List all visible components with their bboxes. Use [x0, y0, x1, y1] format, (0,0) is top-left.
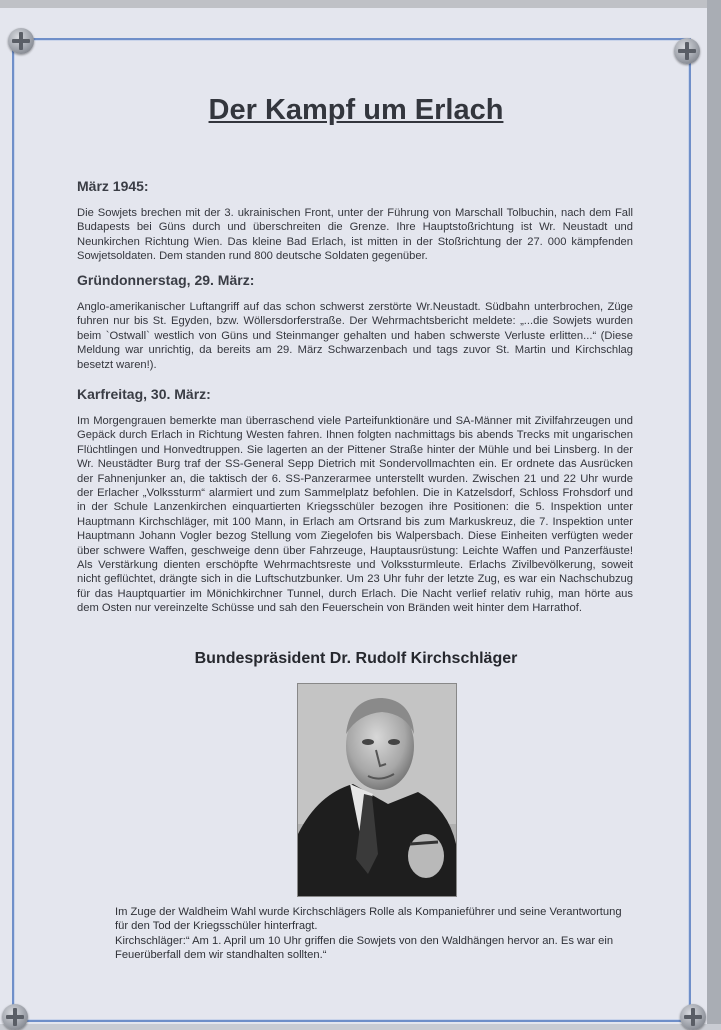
- section-heading-maerz-1945: März 1945:: [77, 178, 149, 194]
- section-text-karfreitag: Im Morgengrauen bemerkte man überraschend viele Parteifunktionäre und SA-Männer mit Zivilfahrzeugen und Gepäck durch Erlach in Richtung Westen fahren. Ihnen folgten nachmittags bis abends Trecks mit ungarischen Flüchtlingen und Honvedtruppen. Sie lagerten an der Pittener Straße hinter der Mühle und bei Linsberg. In der Wr. Neustädter Burg traf der SS-General Sepp Dietrich mit Sondervollmachten ein. Er ordnete das Ausrücken der Fahnenjunker an, die taktisch der 6. SS-Panzerarmee unterstellt wurden. Zwischen 21 und 22 Uhr wurde der Erlacher „Volkssturm“ alarmiert und zum Sammelplatz befohlen. Die in Katzelsdorf, Schloss Frohsdorf und in der Schule Lanzenkirchen einquartierten Kriegsschüler bezogen ihre Positionen: die 5. Inspektion unter Hauptmann Kirchschläger, mit 100 Mann, in Erlach am Ortsrand bis zum Markuskreuz, die 7. Inspektion unter Hauptmann Johann Vogler bezog Stellung vom Ziegelofen bis Walpersbach. Diese Einheiten verfügten weder über schwere Waffen, geschweige denn über Fahrzeuge, Hauptausrüstung: Leichte Waffen und Panzerfäuste! Als Verstärkung dienten erschöpfte Wehrmachtsreste und Volkssturmleute. Erlachs Zivilbevölkerung, soweit nicht geflüchtet, drängte sich in die Luftschutzbunker. Um 23 Uhr fuhr der letzte Zug, es war ein Nachschubzug für das Hauptquartier im Mönichkirchner Tunnel, durch Erlach. Die Nacht verlief relativ ruhig, man hörte aus dem Osten nur vereinzelte Schüsse und sah den Feuerschein von Bränden weit hinter dem Harrathof.: [77, 415, 633, 615]
- portrait-photo: [298, 684, 456, 896]
- section-text-maerz-1945: Die Sowjets brechen mit der 3. ukrainischen Front, unter der Führung von Marschall Tolbuchin, nach dem Fall Budapests bei Güns durch und überschreiten die Grenze. Ihre Hauptstoßrichtung ist Wr. Neustadt und Neunkirchen Richtung Wien. Das kleine Bad Erlach, ist mitten in der Stoßrichtung der 27. 000 kämpfenden Sowjetsoldaten. Dem standen rund 800 deutsche Soldaten gegenüber.: [77, 207, 633, 263]
- caption-line-2: Kirchschläger:“ Am 1. April um 10 Uhr griffen die Sowjets von den Waldhängen hervor an. Es war ein Feuerüberfall dem wir standhalten sollten.“: [115, 934, 614, 962]
- caption-line-1: Im Zuge der Waldheim Wahl wurde Kirchschlägers Rolle als Kompanieführer und seine Verantwortung für den Tod der Kriegsschüler hinterfragt.: [115, 906, 622, 933]
- section-heading-gruendonnerstag: Gründonnerstag, 29. März:: [77, 272, 255, 288]
- information-board: [0, 8, 712, 1024]
- portrait-illustration: [298, 684, 456, 896]
- page-title: Der Kampf um Erlach: [208, 94, 504, 126]
- wall-edge: [707, 0, 721, 1024]
- section-heading-karfreitag: Karfreitag, 30. März:: [77, 386, 211, 402]
- section-text-gruendonnerstag: Anglo-amerikanischer Luftangriff auf das schon schwerst zerstörte Wr.Neustadt. Südbahn unterbrochen, Züge fuhren nur bis St. Egyden, bzw. Wöllersdorferstraße. Der Wehrmachtsbericht meldete: „...die Sowjets wurden beim `Ostwall` westlich von Güns und Steinmanger gehalten und haben schwerste Verluste erlitten...“ (Diese Meldung war unrichtig, da bereits am 29. März Schwarzenbach und tags zuvor St. Martin und Kirchschlag besetzt waren!).: [77, 301, 633, 371]
- portrait-heading: Bundespräsident Dr. Rudolf Kirchschläger: [194, 650, 518, 667]
- portrait-caption: [115, 905, 635, 963]
- board-content: [0, 8, 712, 1024]
